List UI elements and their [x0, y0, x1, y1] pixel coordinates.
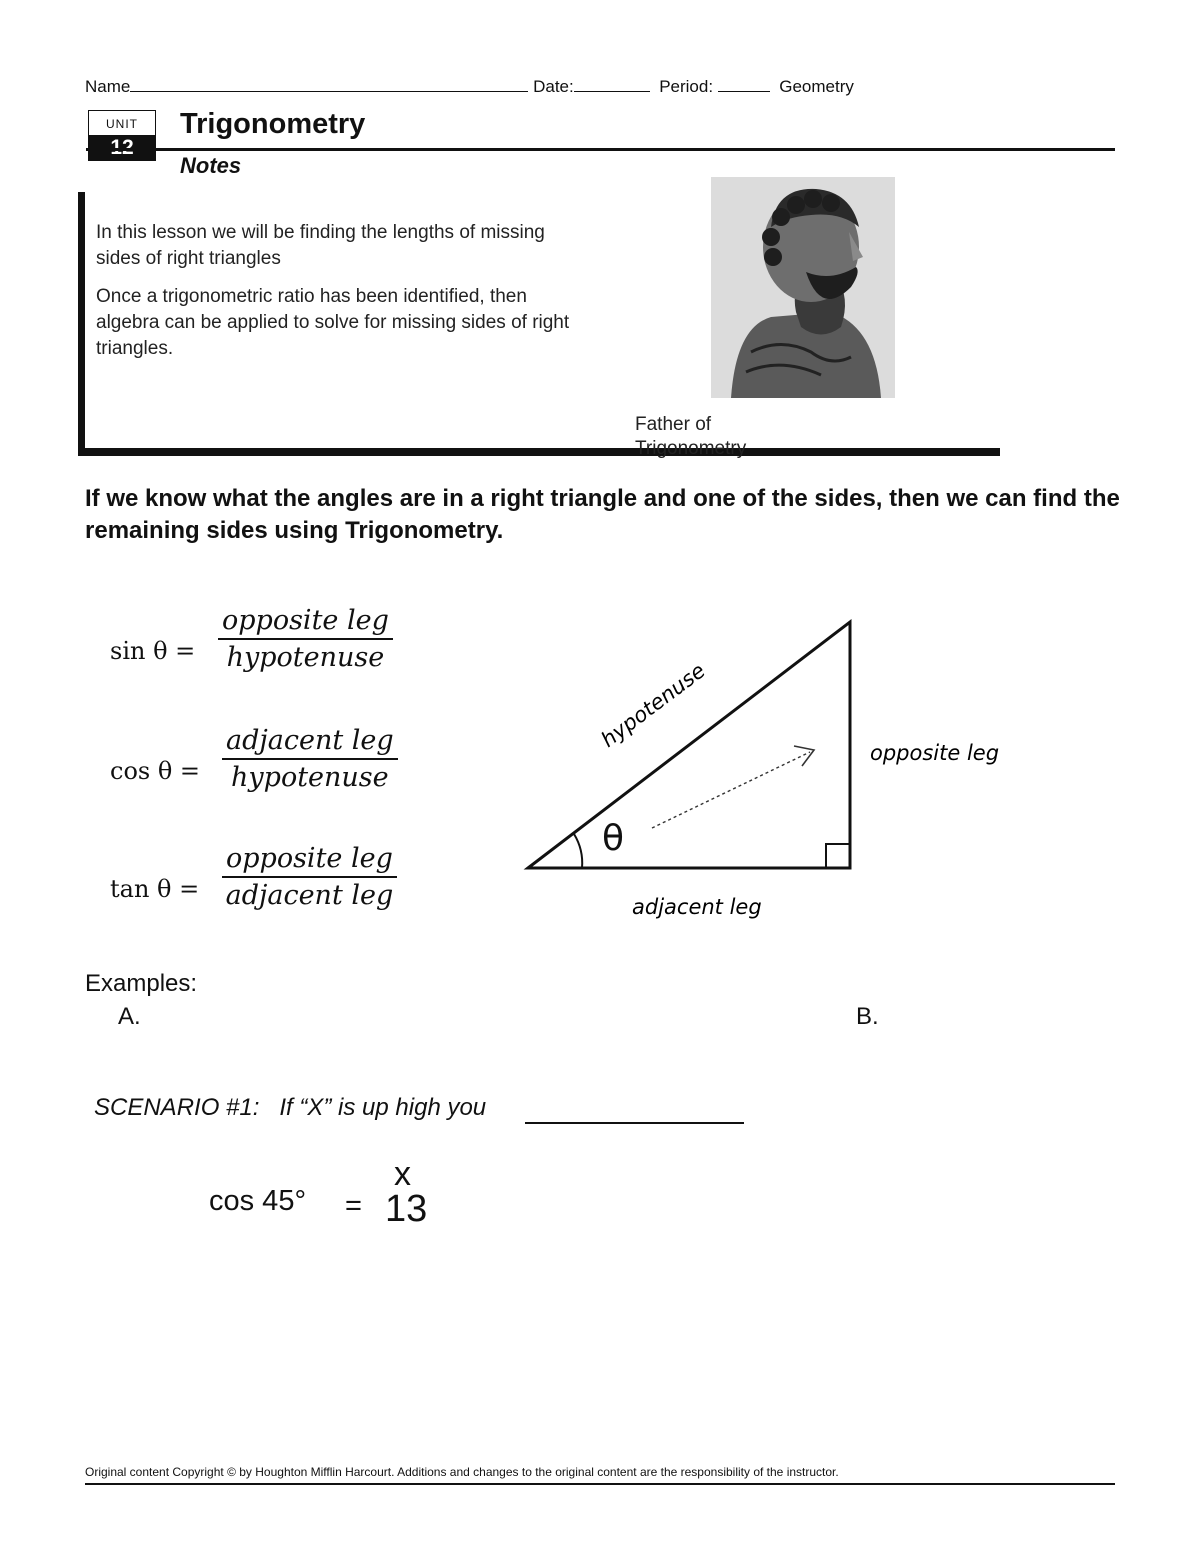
sine-fraction [218, 605, 393, 673]
example-a-label: A. [118, 1003, 141, 1030]
title-rule [86, 148, 1115, 151]
portrait-illustration [711, 177, 895, 398]
intro-box-left-border [78, 192, 85, 456]
intro-box-bottom-border [78, 448, 1000, 456]
arrow-shaft [652, 752, 810, 828]
portrait-caption: Father of Trigonometry [635, 414, 747, 459]
examples-heading: Examples: [85, 970, 198, 997]
sine-denominator: hypotenuse [226, 642, 385, 673]
theta-symbol: θ [602, 818, 625, 859]
intro-text [96, 220, 576, 374]
date-label: Date: [533, 77, 574, 96]
lead-statement: If we know what the angles are in a right triangle and one of the sides, then we can find the remaining sides using Trigonometry. [85, 485, 1120, 544]
equals-sign: = [345, 1190, 362, 1222]
scenario-answer-blank[interactable] [525, 1122, 744, 1124]
cosine-numerator: adjacent leg [222, 725, 398, 760]
period-label: Period: [659, 77, 714, 96]
opposite-leg-label: opposite leg [870, 741, 1000, 765]
cosine-label: cos θ = [110, 757, 201, 785]
angle-arc [574, 834, 582, 868]
worksheet-header [85, 77, 854, 97]
page-title: Trigonometry [180, 108, 366, 140]
tangent-denominator: adjacent leg [225, 880, 394, 911]
scenario-numerator-x: x [394, 1155, 411, 1193]
scenario-denominator-13: 13 [385, 1188, 428, 1230]
tangent-fraction [222, 843, 397, 911]
sine-numerator: opposite leg [218, 605, 393, 640]
copyright-footer: Original content Copyright © by Houghton Mifflin Harcourt. Additions and changes to the original content are the responsibility of the instructor. [85, 1465, 839, 1479]
subject-label: Geometry [779, 77, 854, 96]
adjacent-leg-label: adjacent leg [632, 895, 762, 919]
unit-badge [88, 110, 156, 162]
right-angle-marker [826, 844, 850, 868]
hypotenuse-label: hypotenuse [596, 658, 710, 752]
sine-label: sin θ = [110, 637, 196, 665]
triangle-outline [528, 622, 850, 868]
date-blank[interactable] [574, 77, 650, 92]
example-b-label: B. [856, 1003, 879, 1030]
intro-paragraph-1: In this lesson we will be finding the lengths of missing sides of right triangles [96, 222, 545, 269]
scenario-prompt: SCENARIO #1: If “X” is up high you [94, 1094, 487, 1121]
page-subtitle: Notes [180, 153, 242, 178]
name-label: Name [85, 77, 131, 96]
right-triangle-diagram [500, 600, 1040, 940]
cosine-denominator: hypotenuse [231, 762, 389, 793]
footer-rule [85, 1483, 1115, 1485]
hipparchus-portrait-image [711, 177, 895, 398]
tangent-numerator: opposite leg [222, 843, 397, 878]
arrow-head [794, 746, 814, 766]
tangent-label: tan θ = [110, 875, 200, 903]
period-blank[interactable] [718, 77, 770, 92]
cosine-fraction [222, 725, 398, 793]
intro-paragraph-2: Once a trigonometric ratio has been identified, then algebra can be applied to solve for missing sides of right triangles. [96, 286, 570, 359]
cos-45-expression: cos 45° [209, 1185, 307, 1217]
unit-word: UNIT [88, 110, 156, 135]
name-blank[interactable] [130, 77, 528, 92]
